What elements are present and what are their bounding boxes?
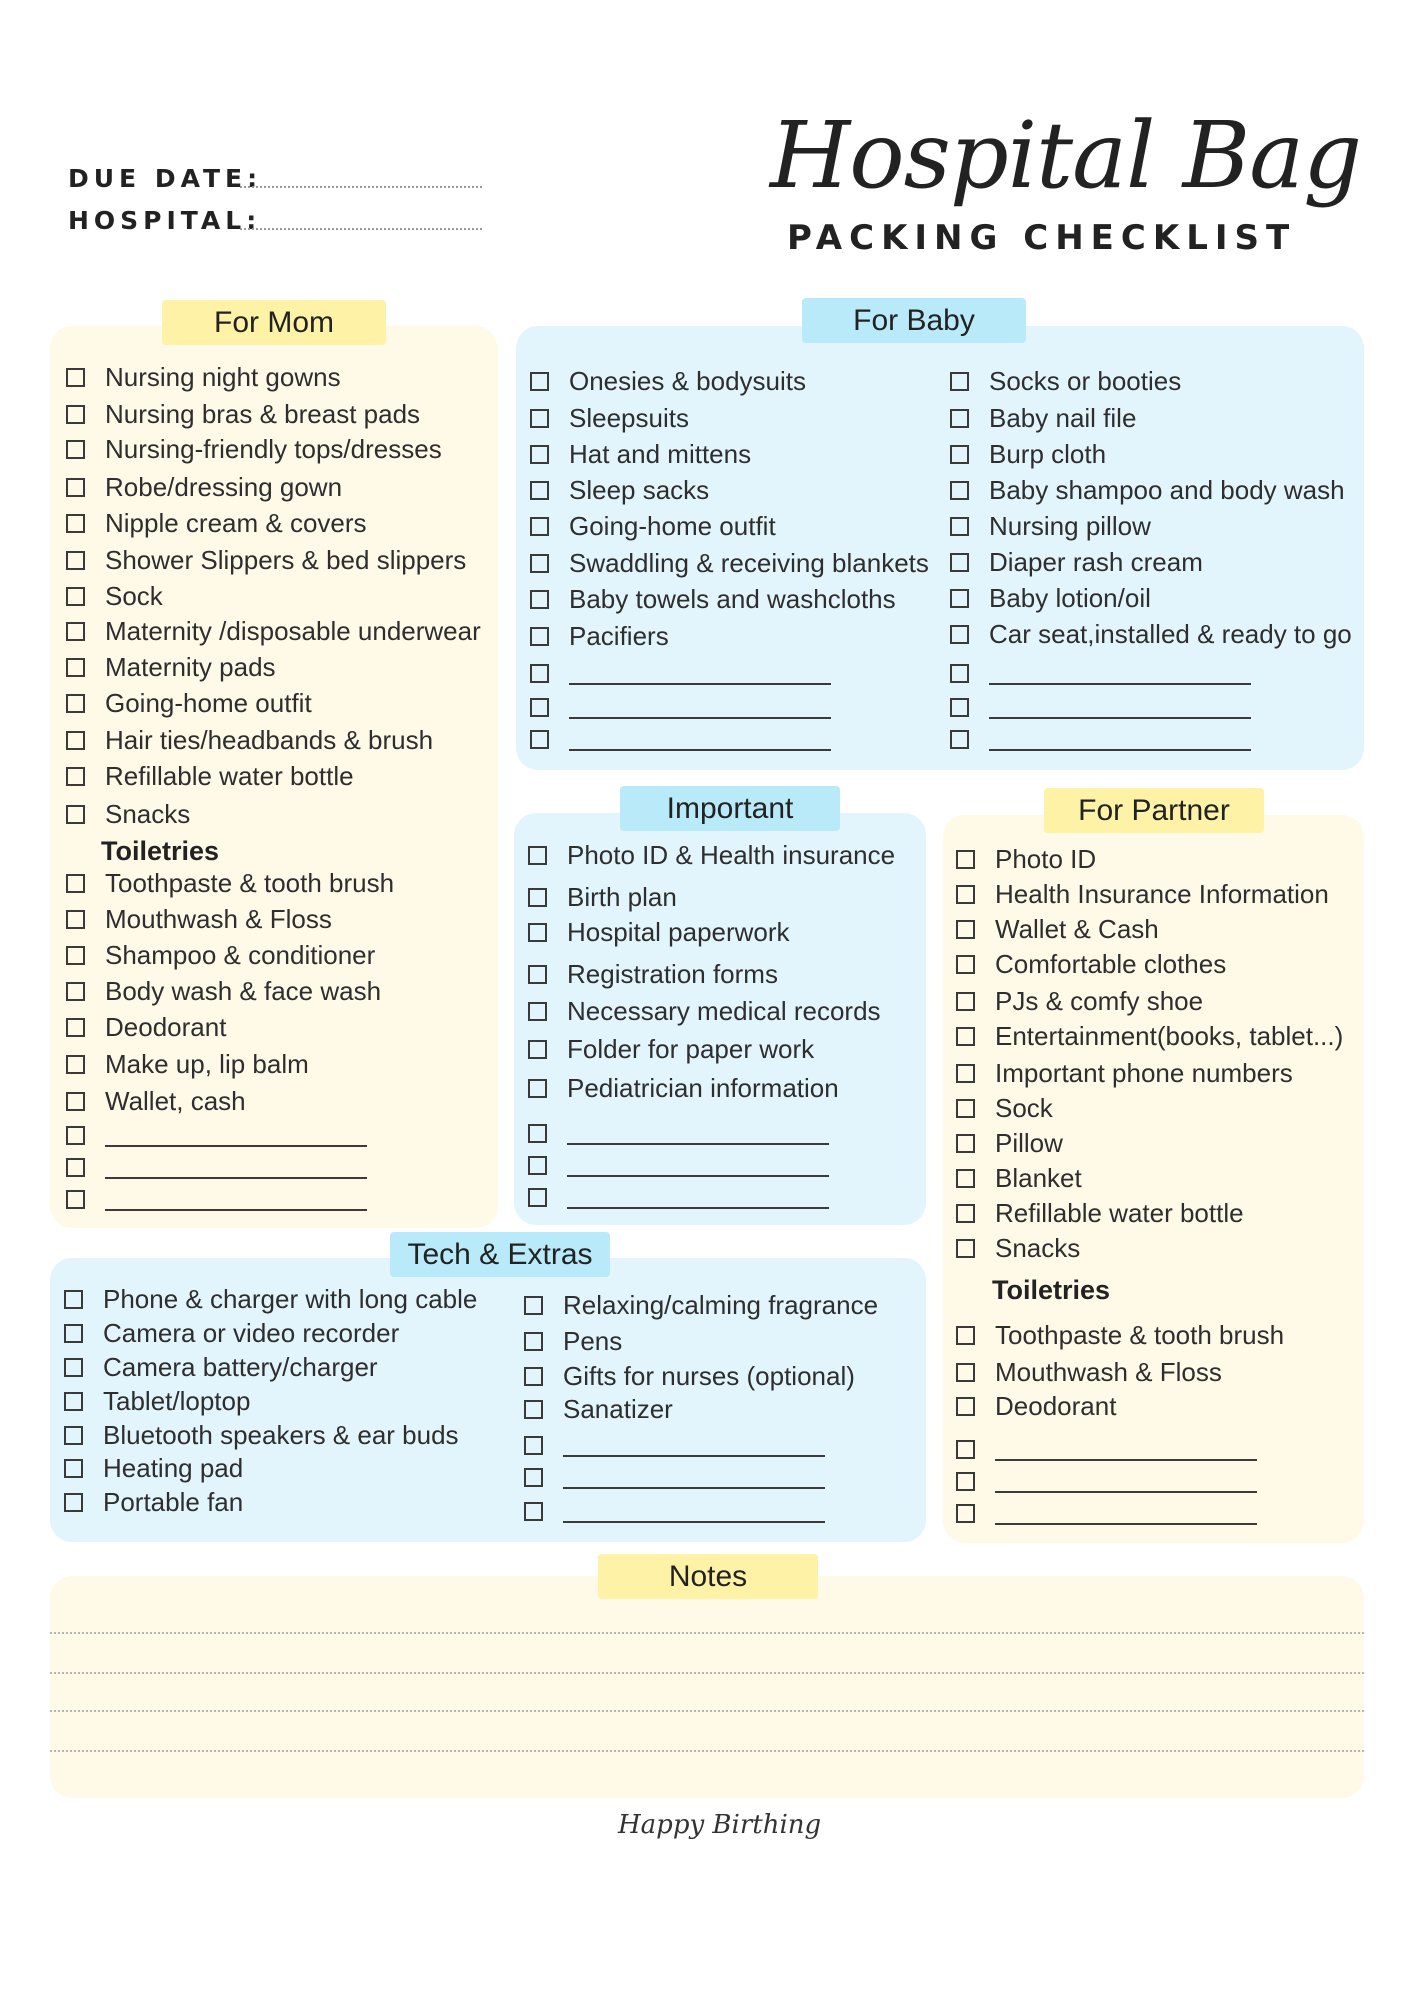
checklist-item[interactable] [530,690,831,724]
checklist-item[interactable] [530,364,806,398]
checkbox[interactable] [66,874,85,893]
checkbox[interactable] [956,1169,975,1188]
checkbox[interactable] [956,1239,975,1258]
checklist-item[interactable] [66,1118,367,1152]
checkbox[interactable] [66,731,85,750]
checklist-item[interactable] [530,722,831,756]
checklist-item-label: Sanatizer [563,1393,673,1424]
toiletries-heading: Toiletries [101,836,220,866]
checklist-item[interactable] [524,1494,825,1528]
checklist-item[interactable] [956,1355,1222,1389]
checkbox[interactable] [530,445,549,464]
for-partner-tag: For Partner [1044,788,1264,833]
checklist-item[interactable] [66,797,190,831]
checkbox[interactable] [528,1079,547,1098]
checklist-item-label: Shampoo & conditioner [105,939,376,970]
checklist-item-label: Snacks [105,798,191,829]
checklist-item-label: Toothpaste & tooth brush [995,1319,1285,1350]
checklist-item-label: Diaper rash cream [989,546,1203,577]
checklist-item[interactable] [66,579,163,613]
checklist-item-label: Hat and mittens [569,438,752,469]
checkbox[interactable] [956,955,975,974]
checkbox[interactable] [64,1290,83,1309]
checklist-item[interactable] [64,1316,399,1350]
checkbox[interactable] [950,589,969,608]
checkbox[interactable] [530,372,549,391]
blank-line[interactable] [105,1155,367,1179]
checklist-item[interactable] [950,722,1251,756]
checklist-item-label: Shower Slippers & bed slippers [105,544,467,575]
checklist-item-label: Going-home outfit [569,510,776,541]
checklist-item-label: Mouthwash & Floss [105,903,332,934]
checklist-item-label: Nursing-friendly tops/dresses [105,433,442,464]
checklist-item-label: Nursing bras & breast pads [105,398,421,429]
checklist-item[interactable] [66,902,332,936]
checkbox[interactable] [66,1158,85,1177]
checklist-item-label: Necessary medical records [567,995,881,1026]
checklist-item-label: Entertainment(books, tablet...) [995,1020,1344,1051]
checklist-item[interactable] [956,1464,1257,1498]
checkbox[interactable] [66,910,85,929]
notes-line [50,1632,1364,1634]
important-tag: Important [620,786,840,831]
checklist-item[interactable] [66,974,381,1008]
checkbox[interactable] [956,1134,975,1153]
checklist-item-label: Photo ID [995,843,1097,874]
checkbox[interactable] [956,885,975,904]
checklist-item-label: Hair ties/headbands & brush [105,724,434,755]
checklist-item[interactable] [956,842,1096,876]
checklist-item[interactable] [524,1359,855,1393]
checklist-item-label: Blanket [995,1162,1082,1193]
checkbox[interactable] [64,1426,83,1445]
checkbox[interactable] [66,440,85,459]
footer-signature: Happy Birthing [618,1810,822,1840]
checkbox[interactable] [950,730,969,749]
checkbox[interactable] [66,1092,85,1111]
checkbox[interactable] [528,1188,547,1207]
checklist-item[interactable] [950,690,1251,724]
checkbox[interactable] [956,1440,975,1459]
checkbox[interactable] [950,409,969,428]
blank-line[interactable] [567,1121,829,1145]
checklist-item-label: Robe/dressing gown [105,471,343,502]
checkbox[interactable] [528,888,547,907]
checklist-item-label: Sock [105,580,163,611]
checklist-item[interactable] [524,1324,622,1358]
for-baby-tag: For Baby [802,298,1026,343]
checkbox[interactable] [528,846,547,865]
checklist-item[interactable] [950,473,1345,507]
checklist-item[interactable] [528,838,895,872]
blank-line[interactable] [989,695,1251,719]
checkbox[interactable] [530,698,549,717]
checklist-item[interactable] [524,1428,825,1462]
checkbox[interactable] [950,698,969,717]
checkbox[interactable] [66,1190,85,1209]
checklist-item-label: Relaxing/calming fragrance [563,1289,879,1320]
page-subtitle: PACKING CHECKLIST [787,218,1297,258]
checklist-item[interactable] [66,506,367,540]
checklist-item[interactable] [66,1182,367,1216]
checklist-item[interactable] [956,1389,1116,1423]
checkbox[interactable] [530,627,549,646]
checkbox[interactable] [950,372,969,391]
checkbox[interactable] [524,1367,543,1386]
checklist-item-label: Onesies & bodysuits [569,365,807,396]
checkbox[interactable] [66,767,85,786]
checkbox[interactable] [528,1002,547,1021]
checklist-item-label: Baby nail file [989,402,1137,433]
checklist-item[interactable] [66,432,442,466]
checklist-item-label: Refillable water bottle [105,760,354,791]
checklist-item[interactable] [64,1451,243,1485]
checklist-item[interactable] [64,1350,378,1384]
checklist-item-label: Important phone numbers [995,1057,1293,1088]
checkbox[interactable] [530,517,549,536]
checkbox[interactable] [528,1156,547,1175]
checklist-item[interactable] [956,1432,1257,1466]
checklist-item[interactable] [956,1161,1082,1195]
checkbox[interactable] [530,554,549,573]
checklist-item[interactable] [950,509,1151,543]
checkbox[interactable] [66,1126,85,1145]
checkbox[interactable] [64,1324,83,1343]
checklist-item[interactable] [66,1084,246,1118]
checklist-item-label: Registration forms [567,958,778,989]
checklist-item[interactable] [528,1148,829,1182]
checkbox[interactable] [64,1392,83,1411]
checklist-item[interactable] [66,650,276,684]
checklist-item-label: Pens [563,1325,623,1356]
checklist-item[interactable] [950,581,1151,615]
checklist-item[interactable] [956,1091,1053,1125]
checklist-item-label: Sleepsuits [569,402,689,433]
checkbox[interactable] [524,1436,543,1455]
notes-line [50,1672,1364,1674]
checklist-item[interactable] [66,1010,226,1044]
checklist-item-label: Bluetooth speakers & ear buds [103,1419,459,1450]
checkbox[interactable] [530,409,549,428]
blank-line[interactable] [563,1465,825,1489]
tech-tag: Tech & Extras [390,1232,610,1277]
checklist-item-label: Make up, lip balm [105,1048,309,1079]
checklist-item[interactable] [956,1019,1343,1053]
checklist-item-label: Body wash & face wash [105,975,382,1006]
checklist-item[interactable] [66,1150,367,1184]
checklist-item[interactable] [530,437,751,471]
checkbox[interactable] [66,982,85,1001]
checklist-item[interactable] [524,1460,825,1494]
checkbox[interactable] [956,850,975,869]
checklist-item[interactable] [66,723,433,757]
checklist-item[interactable] [950,364,1181,398]
checkbox[interactable] [64,1459,83,1478]
checkbox[interactable] [950,625,969,644]
checkbox[interactable] [950,481,969,500]
checklist-item[interactable] [956,1496,1257,1530]
blank-line[interactable] [567,1185,829,1209]
checklist-item[interactable] [956,1231,1080,1265]
checkbox[interactable] [950,664,969,683]
checklist-item-label: Camera or video recorder [103,1317,400,1348]
checklist-item[interactable] [956,947,1226,981]
checkbox[interactable] [950,517,969,536]
checklist-item-label: Wallet & Cash [995,913,1159,944]
checklist-item[interactable] [956,1056,1293,1090]
checkbox[interactable] [956,992,975,1011]
checkbox[interactable] [524,1502,543,1521]
checklist-item-label: Gifts for nurses (optional) [563,1360,855,1391]
checkbox[interactable] [524,1296,543,1315]
checklist-item[interactable] [64,1282,477,1316]
due-date-line[interactable] [240,186,482,188]
checklist-item[interactable] [64,1485,243,1519]
checklist-item-label: Pillow [995,1127,1063,1158]
checklist-item[interactable] [64,1384,250,1418]
checkbox[interactable] [530,590,549,609]
checklist-item[interactable] [956,1196,1244,1230]
checklist-item[interactable] [950,656,1251,690]
checklist-item[interactable] [956,1126,1063,1160]
checkbox[interactable] [530,730,549,749]
checklist-item-label: Comfortable clothes [995,948,1227,979]
checklist-item[interactable] [530,582,896,616]
checklist-item-label: Refillable water bottle [995,1197,1244,1228]
checkbox[interactable] [528,1124,547,1143]
checklist-item-label: Pacifiers [569,620,669,651]
blank-line[interactable] [989,661,1251,685]
checklist-item[interactable] [530,656,831,690]
checklist-item-label: Sock [995,1092,1053,1123]
checkbox[interactable] [64,1358,83,1377]
checklist-item-label: Nursing night gowns [105,361,341,392]
checklist-item[interactable] [66,938,375,972]
notes-line [50,1750,1364,1752]
checklist-item[interactable] [950,401,1136,435]
checkbox[interactable] [956,1064,975,1083]
checklist-item[interactable] [956,912,1159,946]
checklist-item[interactable] [528,957,778,991]
checkbox[interactable] [66,405,85,424]
checklist-item[interactable] [66,759,354,793]
checkbox[interactable] [956,1326,975,1345]
checklist-item[interactable] [66,543,466,577]
blank-line[interactable] [563,1499,825,1523]
checklist-item[interactable] [66,360,341,394]
checklist-item-label: Deodorant [995,1390,1117,1421]
checklist-item-label: Baby towels and washcloths [569,583,896,614]
checklist-item[interactable] [528,994,881,1028]
checklist-item-label: Folder for paper work [567,1033,815,1064]
blank-line[interactable] [563,1433,825,1457]
checklist-item[interactable] [530,619,669,653]
checklist-item-label: Going-home outfit [105,687,312,718]
checklist-item-label: PJs & comfy shoe [995,985,1204,1016]
checkbox[interactable] [524,1332,543,1351]
checklist-item[interactable] [530,546,929,580]
checkbox[interactable] [956,1472,975,1491]
checklist-item-label: Baby shampoo and body wash [989,474,1345,505]
checklist-item-label: Baby lotion/oil [989,582,1151,613]
checklist-item-label: Maternity pads [105,651,276,682]
checkbox[interactable] [66,1018,85,1037]
page-title: Hospital Bag [770,102,1361,209]
checklist-item[interactable] [528,1032,814,1066]
checkbox[interactable] [66,587,85,606]
blank-line[interactable] [995,1469,1257,1493]
checklist-item-label: Health Insurance Information [995,878,1329,909]
checklist-item-label: Car seat,installed & ready to go [989,618,1352,649]
checklist-item[interactable] [524,1392,673,1426]
blank-line[interactable] [995,1501,1257,1525]
checklist-item-label: Deodorant [105,1011,227,1042]
checkbox[interactable] [524,1468,543,1487]
checkbox[interactable] [64,1493,83,1512]
checklist-item[interactable] [956,877,1329,911]
checkbox[interactable] [956,1027,975,1046]
blank-line[interactable] [995,1437,1257,1461]
checklist-item[interactable] [956,984,1203,1018]
checklist-item-label: Heating pad [103,1452,244,1483]
checklist-item-label: Birth plan [567,881,677,912]
checklist-item[interactable] [528,915,790,949]
checkbox[interactable] [66,946,85,965]
checklist-item-label: Sleep sacks [569,474,710,505]
checkbox[interactable] [950,445,969,464]
due-date-label: DUE DATE: [68,164,263,193]
checkbox[interactable] [66,514,85,533]
checklist-item[interactable] [528,1116,829,1150]
checklist-item[interactable] [66,686,312,720]
checkbox[interactable] [956,920,975,939]
checklist-item-label: Snacks [995,1232,1081,1263]
checkbox[interactable] [66,1055,85,1074]
checklist-item[interactable] [66,866,394,900]
checklist-item-label: Mouthwash & Floss [995,1356,1222,1387]
checkbox[interactable] [66,622,85,641]
checkbox[interactable] [528,965,547,984]
checklist-item-label: Socks or booties [989,365,1182,396]
blank-line[interactable] [569,695,831,719]
checklist-item-label: Burp cloth [989,438,1107,469]
checkbox[interactable] [956,1363,975,1382]
checkbox[interactable] [956,1204,975,1223]
checklist-item[interactable] [524,1288,878,1322]
checklist-item-label: Maternity /disposable underwear [105,615,481,646]
checklist-item[interactable] [530,509,776,543]
blank-line[interactable] [567,1153,829,1177]
checklist-item[interactable] [64,1418,459,1452]
blank-line[interactable] [105,1123,367,1147]
blank-line[interactable] [105,1187,367,1211]
checklist-item-label: Photo ID & Health insurance [567,839,896,870]
blank-line[interactable] [569,727,831,751]
checklist-item[interactable] [66,1047,309,1081]
toiletries-heading: Toiletries [992,1275,1111,1305]
checklist-item[interactable] [956,1318,1284,1352]
checklist-item-label: Camera battery/charger [103,1351,378,1382]
checklist-item-label: Nursing pillow [989,510,1151,541]
blank-line[interactable] [989,727,1251,751]
checkbox[interactable] [66,478,85,497]
checklist-item-label: Swaddling & receiving blankets [569,547,929,578]
checklist-item[interactable] [528,880,677,914]
checkbox[interactable] [524,1400,543,1419]
checkbox[interactable] [66,805,85,824]
checkbox[interactable] [956,1099,975,1118]
checkbox[interactable] [66,368,85,387]
checklist-item[interactable] [528,1180,829,1214]
hospital-label: HOSPITAL: [68,206,262,235]
checkbox[interactable] [950,553,969,572]
checkbox[interactable] [528,923,547,942]
checkbox[interactable] [66,658,85,677]
checklist-item-label: Portable fan [103,1486,244,1517]
notes-tag: Notes [598,1554,818,1599]
for-mom-tag: For Mom [162,300,386,345]
checklist-item-label: Toothpaste & tooth brush [105,867,395,898]
checklist-item-label: Phone & charger with long cable [103,1283,478,1314]
checklist-item[interactable] [66,614,481,648]
checklist-item[interactable] [950,545,1203,579]
checklist-item-label: Pediatrician information [567,1072,839,1103]
checklist-item-label: Wallet, cash [105,1085,246,1116]
checklist-item[interactable] [950,617,1352,651]
checklist-item-label: Hospital paperwork [567,916,790,947]
checkbox[interactable] [530,664,549,683]
checkbox[interactable] [530,481,549,500]
checklist-item[interactable] [530,473,709,507]
checklist-item[interactable] [950,437,1106,471]
notes-panel[interactable] [50,1576,1364,1798]
checkbox[interactable] [66,694,85,713]
checklist-item[interactable] [66,397,420,431]
checkbox[interactable] [66,551,85,570]
checklist-item-label: Nipple cream & covers [105,507,367,538]
checkbox[interactable] [528,1040,547,1059]
checkbox[interactable] [956,1397,975,1416]
checklist-item-label: Tablet/loptop [103,1385,251,1416]
notes-line [50,1710,1364,1712]
checklist-item[interactable] [528,1071,839,1105]
checklist-item[interactable] [530,401,689,435]
checkbox[interactable] [956,1504,975,1523]
hospital-line[interactable] [240,228,482,230]
blank-line[interactable] [569,661,831,685]
checklist-item[interactable] [66,470,342,504]
